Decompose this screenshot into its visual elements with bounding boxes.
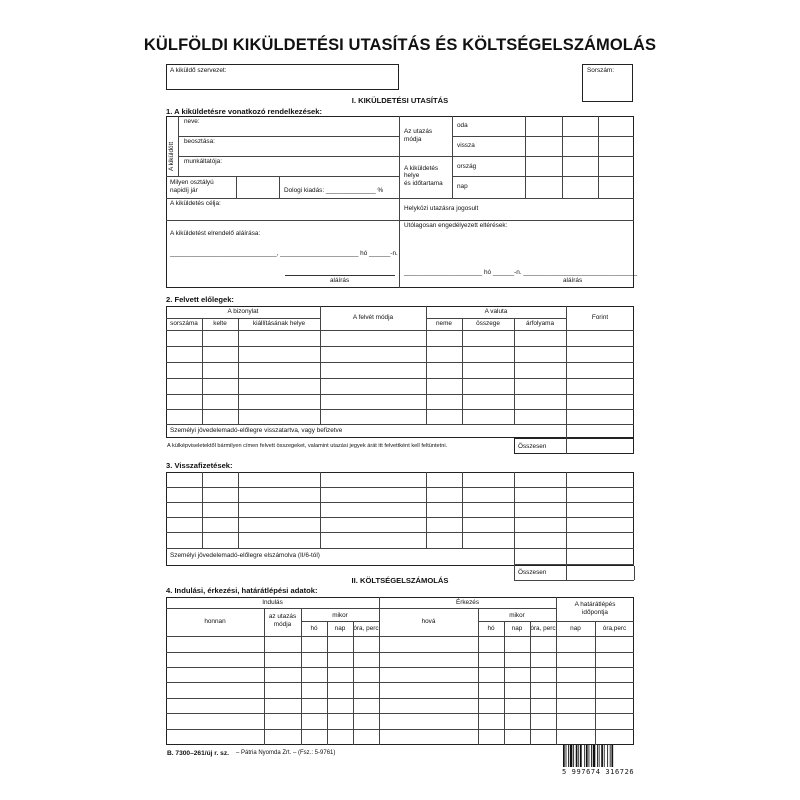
helykozi-label: Helyközi utazásra jogosult: [404, 205, 479, 212]
hataratlepes-nap-header: nap: [570, 625, 581, 632]
indulas-mikor-header: mikor: [332, 612, 348, 619]
form-code: B. 7300–261/új r. sz.: [167, 750, 229, 757]
kikuldott-vertical-label: A kiküldött: [168, 141, 175, 171]
indulas-oraperc-header: óra, perc: [353, 625, 379, 632]
orszag-label: ország: [457, 163, 477, 170]
oda-label: oda: [457, 122, 468, 129]
utazas-modja-label-1: Az utazás: [404, 128, 433, 135]
publisher-text: – Pátria Nyomda Zrt. – (Fsz.: 5-9761): [236, 750, 336, 756]
erkezes-header: Érkezés: [455, 599, 480, 606]
hova-header: hová: [421, 618, 436, 625]
alairas-left-label: aláírás: [330, 277, 350, 284]
indulas-ho-header: hó: [310, 625, 318, 632]
form-title: KÜLFÖLDI KIKÜLDETÉSI UTASÍTÁS ÉS KÖLTSÉGELSZÁMOLÁS: [143, 36, 657, 54]
datum-left-line[interactable]: ______________________________, ______________________ hó ______-n.: [170, 250, 398, 257]
hataratlepes-oraperc-header: óra,perc: [602, 625, 627, 632]
utolagosan-label: Utólagosan engedélyezett eltérések:: [404, 222, 508, 229]
erkezes-mikor-header: mikor: [509, 612, 525, 619]
s4-heading: 4. Indulási, érkezési, határátlépési adatok:: [166, 586, 318, 595]
erkezes-oraperc-header: óra, perc: [530, 625, 556, 632]
s2-heading: 2. Felvett előlegek:: [166, 295, 234, 304]
hataratlepes-header-2: időpontja: [582, 609, 608, 616]
bizonylat-header: A bizonylat: [227, 308, 259, 315]
indulas-header: Indulás: [262, 599, 283, 606]
neme-header: neme: [436, 320, 452, 327]
s2-szja-label: Személyi jövedelemadó-előlegre visszatartva, vagy befizetve: [170, 427, 343, 434]
alairas-right-label: aláírás: [563, 277, 583, 284]
kikuldo-szervezet-label: A kiküldő szervezet:: [170, 67, 227, 74]
barcode-number: 5 997674 316726: [562, 768, 635, 776]
utazas-modja-label-2: módja: [404, 136, 422, 143]
kikuldetes-helye-label-2: helye: [404, 172, 420, 179]
sorszama-header: sorszáma: [170, 320, 198, 327]
utazas-modja-header-1: az utazás: [268, 613, 297, 620]
celja-label: A kiküldetés célja:: [170, 200, 221, 207]
barcode-icon: [563, 745, 631, 767]
indulas-nap-header: nap: [334, 625, 346, 632]
s2-note: A külképviseletektől bármilyen címen felvett összegeket, valamint utazási jegyek árát itt felvettként kell feltüntetni.: [167, 443, 448, 449]
vissza-label: vissza: [457, 142, 475, 149]
s2-osszesen-label: Összesen: [518, 443, 547, 450]
erkezes-ho-header: hó: [487, 625, 495, 632]
hataratlepes-header-1: A határátlépés: [574, 601, 616, 608]
kiallitas-header: kiállításának helye: [252, 320, 306, 327]
dologi-kiadas-label: Dologi kiadás: ______________ %: [284, 187, 384, 194]
nap-label: nap: [457, 183, 468, 190]
s3-szja-label: Személyi jövedelemadó-előlegre elszámolva (II/6-tól): [170, 552, 320, 559]
section-1-title: I. KIKÜLDETÉSI UTASÍTÁS: [351, 96, 449, 105]
datum-right-line[interactable]: ______________________ hó ______-n. ________________________________: [404, 269, 638, 276]
osszege-header: összege: [476, 320, 500, 327]
kikuldetes-helye-label-3: és időtartama: [404, 180, 443, 187]
section-2-title: II. KÖLTSÉGELSZÁMOLÁS: [351, 576, 449, 585]
honnan-header: honnan: [204, 618, 226, 625]
arfolyama-header: árfolyama: [525, 320, 555, 327]
kelte-header: kelte: [213, 320, 227, 327]
osztaly-label-1: Milyen osztályú: [170, 179, 214, 186]
elrendelo-label: A kiküldetést elrendelő aláírása:: [170, 230, 261, 237]
utazas-modja-header-2: módja: [273, 621, 292, 628]
valuta-header: A valuta: [484, 308, 508, 315]
sorszam-label: Sorszám:: [587, 67, 614, 74]
s1-table: [166, 116, 634, 288]
s3-heading: 3. Visszafizetések:: [166, 461, 233, 470]
felvet-modja-header: A felvét módja: [352, 314, 394, 321]
erkezes-nap-header: nap: [511, 625, 523, 632]
beosztasa-label: beosztása:: [184, 138, 215, 145]
munkaltatoja-label: munkáltatója:: [184, 158, 223, 165]
s1-heading: 1. A kiküldetésre vonatkozó rendelkezések:: [166, 107, 323, 116]
forint-header: Forint: [591, 314, 609, 321]
kikuldetes-helye-label-1: A kiküldetés: [404, 165, 439, 172]
osztaly-label-2: napidíj jár: [170, 187, 198, 194]
neve-label: neve:: [184, 118, 200, 125]
s3-osszesen-label: Összesen: [518, 569, 547, 576]
